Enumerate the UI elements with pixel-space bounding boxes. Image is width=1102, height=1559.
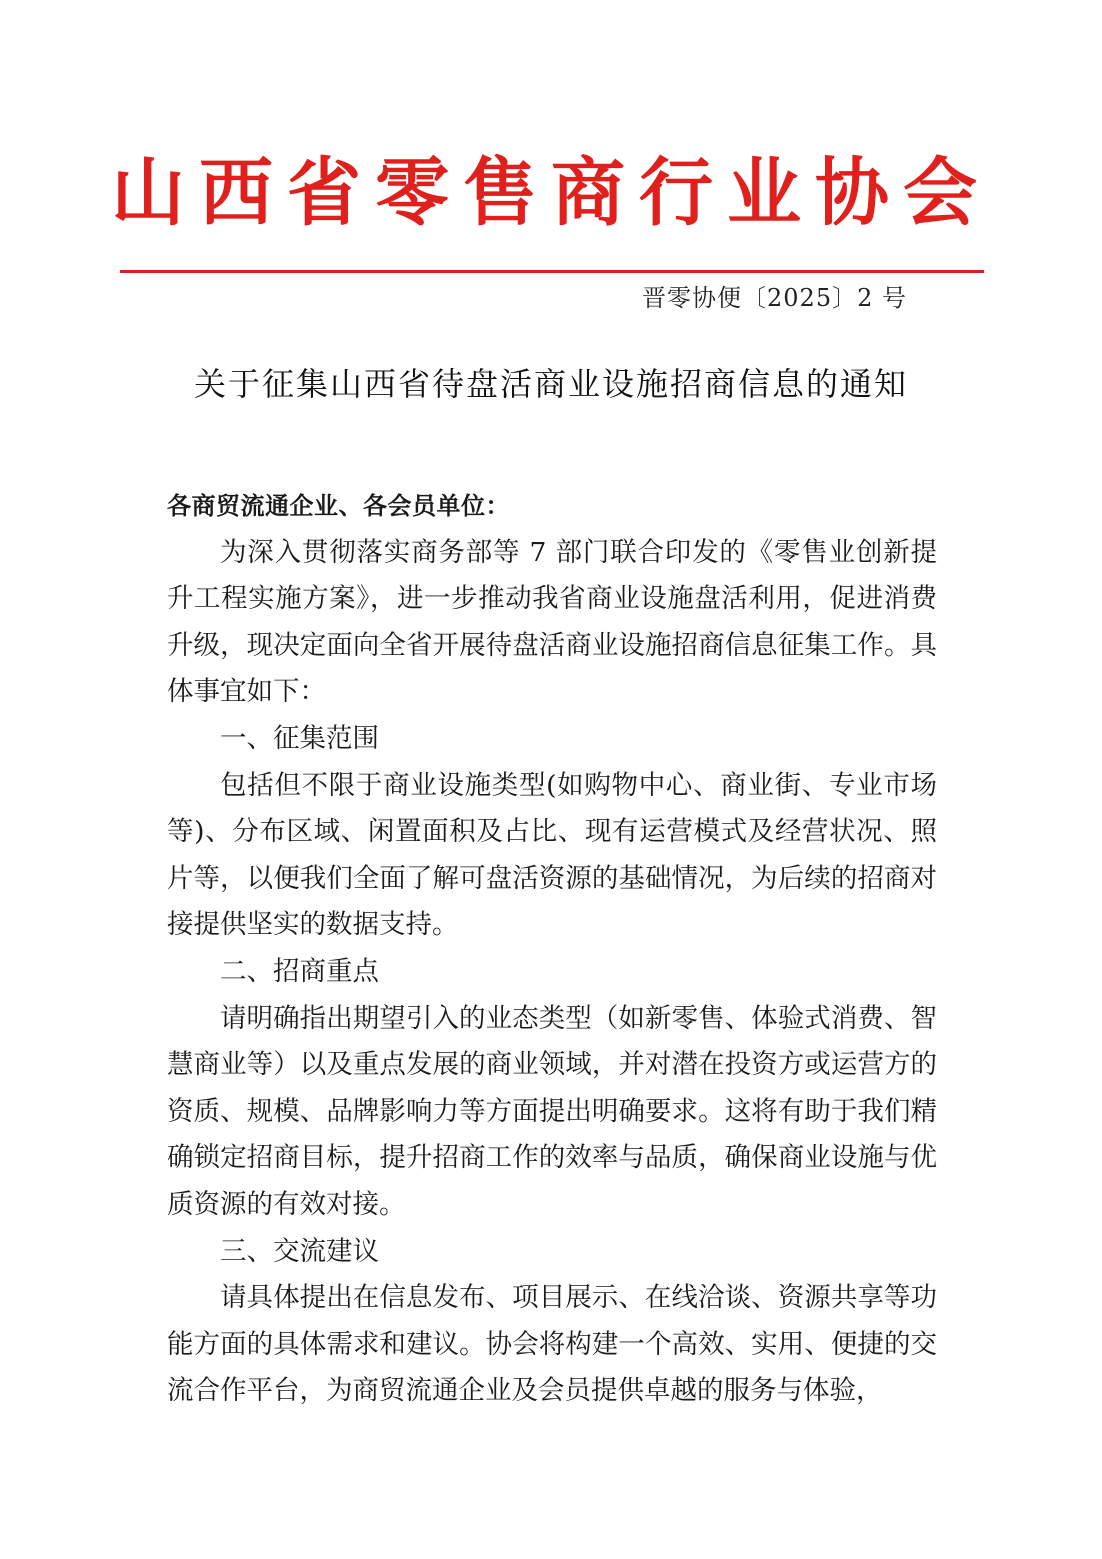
red-header-rule	[120, 270, 984, 273]
section-text-scope: 包括但不限于商业设施类型(如购物中心、商业街、专业市场等)、分布区域、闲置面积及占比、现有运营模式及经营状况、照片等，以便我们全面了解可盘活资源的基础情况，为后续的招商对接提供坚实的数据支持。	[167, 769, 937, 941]
section-heading-scope: 一、征集范围	[220, 722, 379, 754]
section-heading-suggestions: 三、交流建议	[220, 1235, 379, 1267]
section-text-focus: 请明确指出期望引入的业态类型（如新零售、体验式消费、智慧商业等）以及重点发展的商业领域，并对潜在投资方或运营方的资质、规模、品牌影响力等方面提出明确要求。这将有助于我们精确锁定招商目标，提升招商工作的效率与品质，确保商业设施与优质资源的有效对接。	[167, 1002, 937, 1220]
notice-title: 关于征集山西省待盘活商业设施招商信息的通知	[193, 365, 908, 403]
section-heading-focus: 二、招商重点	[220, 955, 379, 987]
intro-paragraph: 为深入贯彻落实商务部等 7 部门联合印发的《零售业创新提升工程实施方案》，进一步推动我省商业设施盘活利用，促进消费升级，现决定面向全省开展待盘活商业设施招商信息征集工作。具体事宜如下：	[167, 536, 937, 708]
organization-name: 山西省零售商行业协会	[111, 150, 991, 236]
salutation: 各商贸流通企业、各会员单位：	[167, 492, 510, 520]
document-number: 晋零协便〔2025〕2 号	[642, 284, 907, 312]
notice-body	[167, 483, 937, 1415]
section-text-suggestions: 请具体提出在信息发布、项目展示、在线洽谈、资源共享等功能方面的具体需求和建议。协会将构建一个高效、实用、便捷的交流合作平台，为商贸流通企业及会员提供卓越的服务与体验，	[167, 1282, 937, 1407]
